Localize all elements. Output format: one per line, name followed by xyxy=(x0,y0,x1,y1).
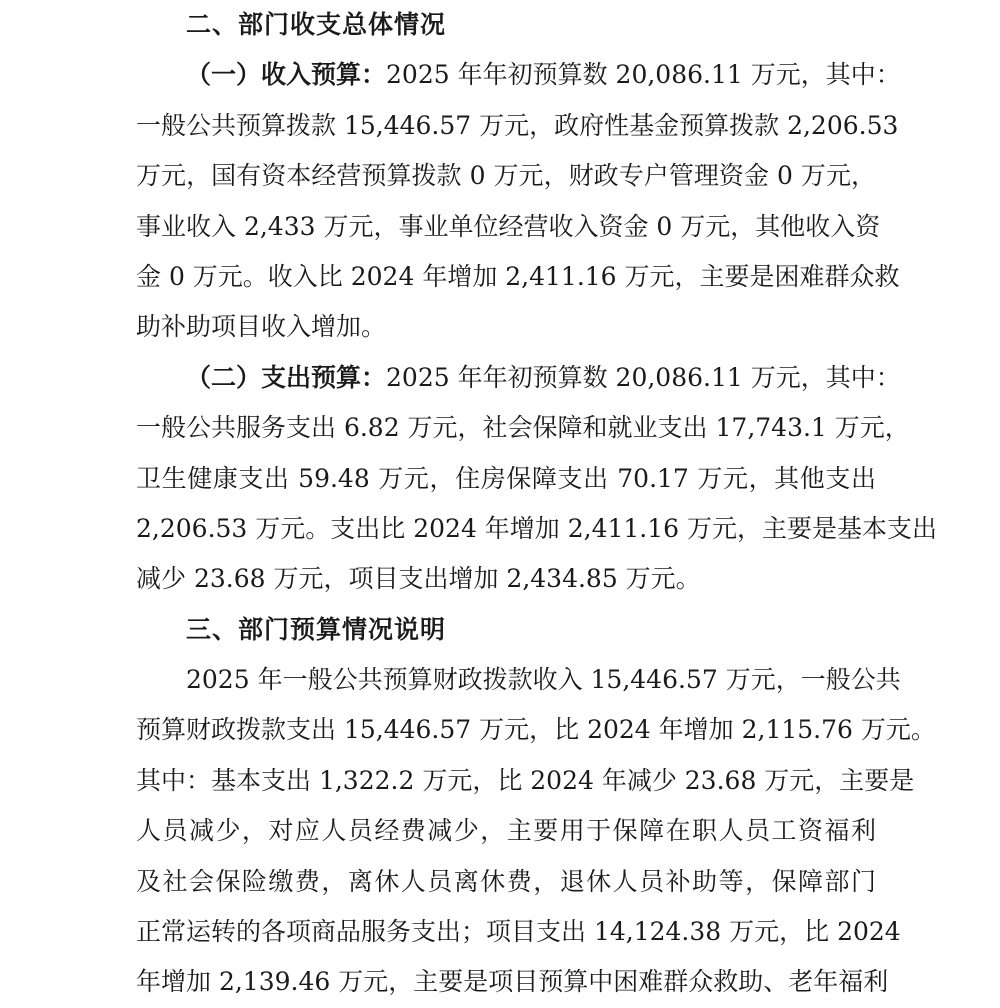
income-paragraph-line: 万元，国有资本经营预算拨款 0 万元，财政专户管理资金 0 万元， xyxy=(136,161,876,191)
document-page xyxy=(136,0,938,1008)
budget-paragraph-line: 及社会保险缴费，离休人员离休费，退休人员补助等，保障部门 xyxy=(136,866,876,896)
expense-paragraph-line: 减少 23.68 万元，项目支出增加 2,434.85 万元。 xyxy=(136,564,701,594)
expense-paragraph-line: 2,206.53 万元。支出比 2024 年增加 2,411.16 万元，主要是基本支出 xyxy=(136,513,938,543)
budget-paragraph-line: 预算财政拨款支出 15,446.57 万元，比 2024 年增加 2,115.76 万元。 xyxy=(136,715,936,745)
income-paragraph-line: 助补助项目收入增加。 xyxy=(136,312,387,342)
budget-paragraph-line: 年增加 2,139.46 万元，主要是项目预算中困难群众救助、老年福利 xyxy=(136,967,889,997)
income-paragraph-line: 一般公共预算拨款 15,446.57 万元，政府性基金预算拨款 2,206.53 xyxy=(136,110,899,140)
budget-paragraph-line: 正常运转的各项商品服务支出；项目支出 14,124.38 万元，比 2024 xyxy=(136,917,901,947)
income-paragraph-line xyxy=(136,50,901,100)
budget-paragraph-line: 其中：基本支出 1,322.2 万元，比 2024 年减少 23.68 万元，主要是 xyxy=(136,765,915,795)
expense-label: （二）支出预算： xyxy=(186,362,387,392)
expense-paragraph-line: 卫生健康支出 59.48 万元，住房保障支出 70.17 万元，其他支出 xyxy=(136,463,876,493)
budget-paragraph-line: 人员减少，对应人员经费减少，主要用于保障在职人员工资福利 xyxy=(136,816,876,846)
income-text: 2025 年年初预算数 20,086.11 万元，其中： xyxy=(386,60,901,90)
section-heading-overall: 二、部门收支总体情况 xyxy=(186,10,447,39)
income-label: （一）收入预算： xyxy=(186,60,387,90)
section-heading-budget: 三、部门预算情况说明 xyxy=(186,614,447,644)
income-paragraph-line: 金 0 万元。收入比 2024 年增加 2,411.16 万元，主要是困难群众救 xyxy=(136,261,900,291)
expense-paragraph-line xyxy=(136,353,901,403)
expense-paragraph-line: 一般公共服务支出 6.82 万元，社会保障和就业支出 17,743.1 万元， xyxy=(136,413,910,443)
expense-text: 2025 年年初预算数 20,086.11 万元，其中： xyxy=(386,362,901,392)
budget-paragraph-line: 2025 年一般公共预算财政拨款收入 15,446.57 万元，一般公共 xyxy=(186,665,901,695)
income-paragraph-line: 事业收入 2,433 万元，事业单位经营收入资金 0 万元，其他收入资 xyxy=(136,211,881,241)
